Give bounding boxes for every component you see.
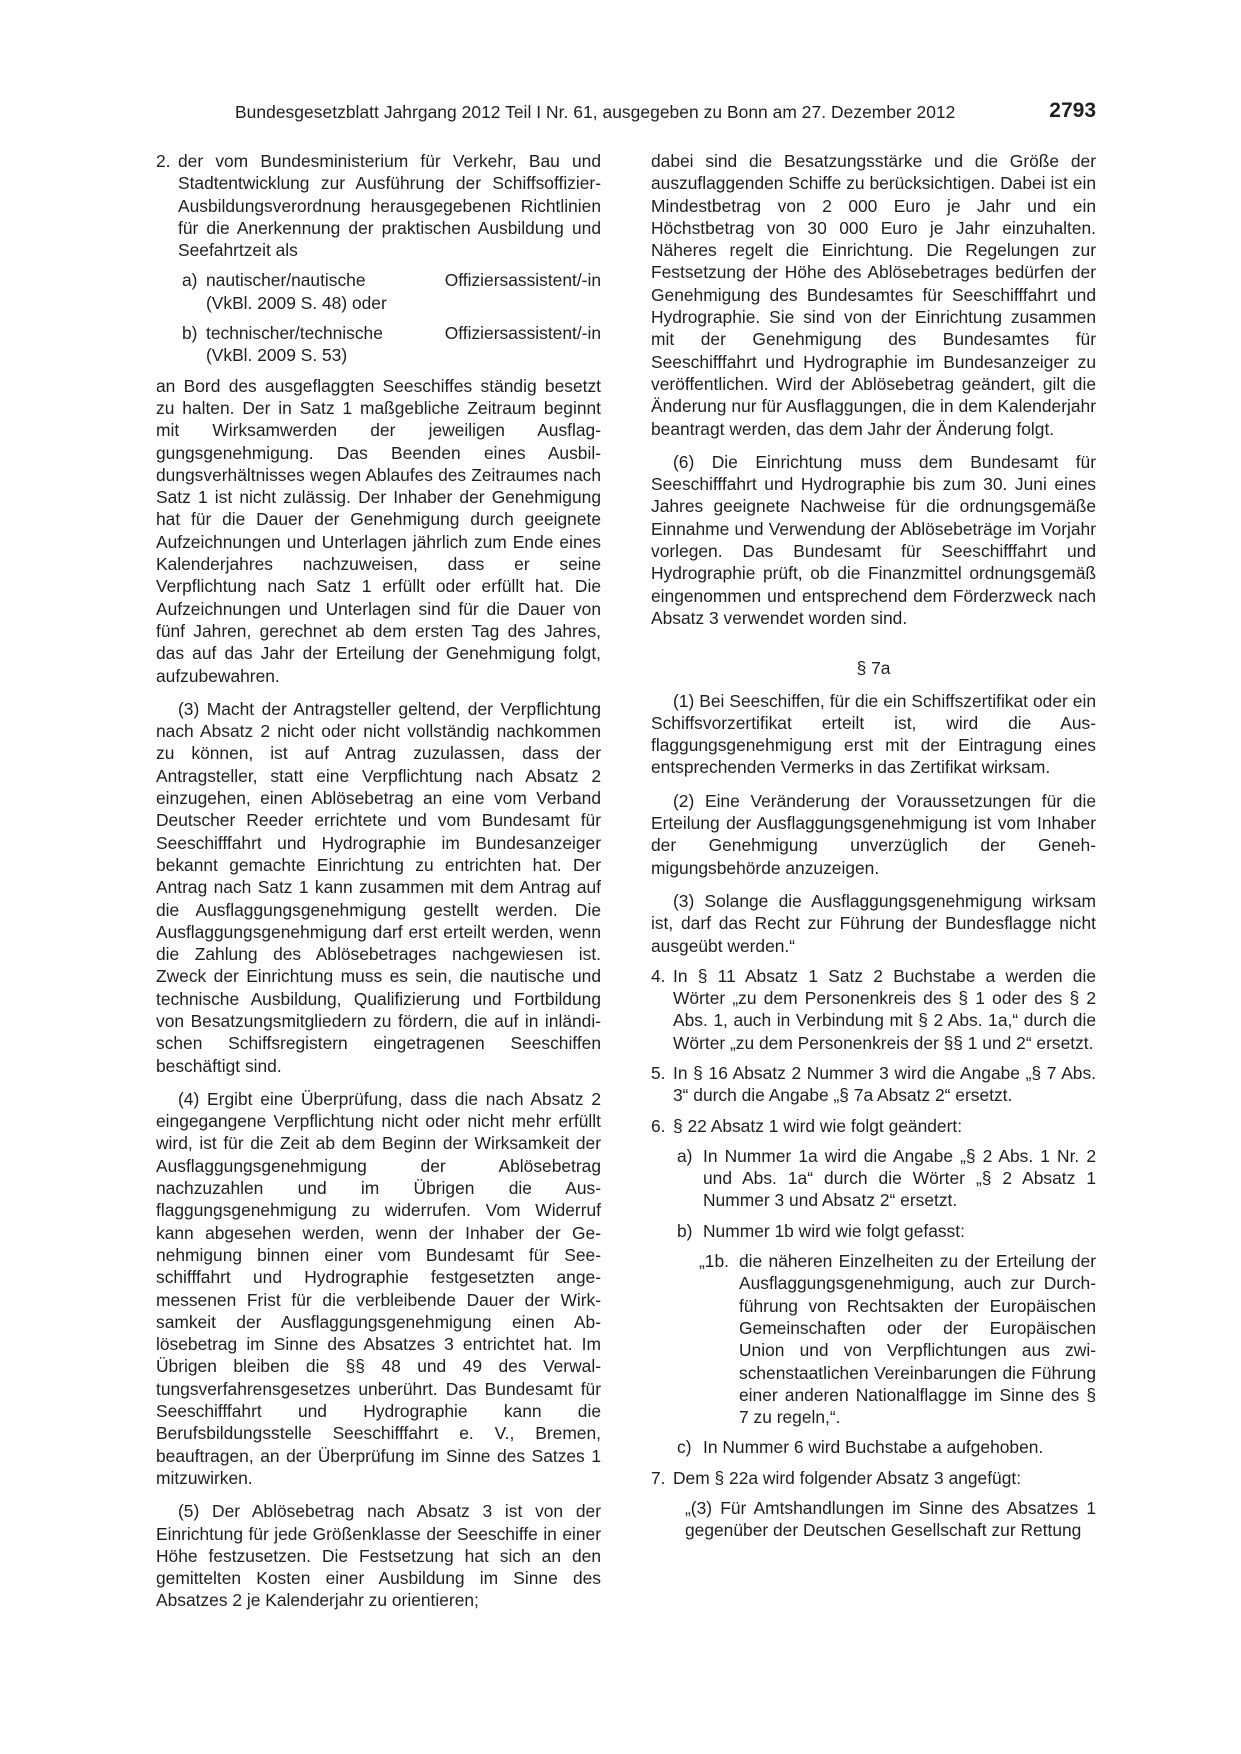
paragraph-6: (6) Die Einrichtung muss dem Bundesamt für Seeschifffahrt und Hydrographie bis zum 30. Juni eines Jahres geeignete Nachweise für die ordnungsgemäße Einnahme und Verwendung der Ablösebeträge im Vorjahr vorlegen. Das Bundesamt für Seeschifffahrt und Hydrographie prüft, ob die Finanzmittel ordnungsgemäß eingenommen und entsprechend dem Förderzweck nach Absatz 3 verwendet worden sind.	[651, 451, 1096, 628]
list-letter: b)	[677, 1220, 693, 1241]
list-text: In Nummer 1a wird die Angabe „§ 2 Abs. 1 Nr. 2 und Abs. 1a“ durch die Wörter „§ 2 Absatz 1 Nummer 3 und Absatz 2“ ersetzt.	[703, 1145, 1096, 1211]
list-text: In § 16 Absatz 2 Nummer 3 wird die Angabe „§ 7 Abs. 3“ durch die Angabe „§ 7a Absatz 2“ ersetzt.	[673, 1062, 1096, 1106]
paragraph-5-continuation: dabei sind die Besatzungsstärke und die Größe der auszuflaggenden Schiffe zu berücksichtigen. Dabei ist ein Mindestbetrag von 2 000 Euro je Jahr und ein Höchstbetrag von 30 000 Euro je Jahr einzuhalten. Näheres regelt die Einrichtung. Die Regelungen zur Festsetzung der Höhe des Ablösebetrages bedürfen der Genehmigung des Bundesamtes für Seeschifffahrt und Hydrographie. Sie sind von der Einrichtung zusammen mit der Genehmigung des Bundesamtes für Seeschifffahrt und Hydrographie im Bundesanzeiger zu veröffentlichen. Wird der Ablösebetrag geändert, gilt die Änderung nur für Ausflaggungen, die in dem Kalenderjahr beantragt werden, das dem Jahr der Änderung folgt.	[651, 151, 1096, 439]
item-a-row	[206, 269, 601, 291]
section-paragraph-1: (1) Bei Seeschiffen, für die ein Schiffszertifikat oder ein Schiffsvorzertifikat erteilt ist, wird die Ausflaggungsgenehmigung erst mit der Eintragung eines entsprechenden Vermerks in das Zertifikat wirksam.	[651, 690, 1096, 778]
list-text: Nummer 1b wird wie folgt gefasst:	[703, 1220, 965, 1241]
list-number: 7.	[651, 1467, 666, 1488]
list-number: 5.	[651, 1062, 666, 1083]
list-item-6b	[651, 1220, 1096, 1242]
list-text: In § 11 Absatz 1 Satz 2 Buchstabe a werden die Wörter „zu dem Personenkreis des § 1 oder des § 2 Abs. 1, auch in Verbindung mit § 2 Abs. 1a,“ durch die Wörter „zu dem Personenkreis der §§ 1 und 2“ ersetzt.	[673, 965, 1096, 1053]
list-text: § 22 Absatz 1 wird wie folgt geändert:	[673, 1115, 963, 1136]
list-number: 6.	[651, 1115, 666, 1136]
section-paragraph-2: (2) Eine Veränderung der Voraussetzungen für die Erteilung der Ausflaggungsgenehmigung ist vom Inhaber der Genehmigung unverzüglich der Genehmigungsbehörde anzuzeigen.	[651, 790, 1096, 878]
paragraph-4: (4) Ergibt eine Überprüfung, dass die nach Absatz 2 eingegangene Verpflichtung nicht oder nicht mehr erfüllt wird, ist für die Zeit ab dem Beginn der Wirksamkeit der Ausflaggungsgenehmigung der Ablösebetrag nachzuzahlen und im Übrigen die Ausflaggungsgenehmigung zu widerrufen. Vom Widerruf kann abgesehen werden, wenn der Inhaber der Genehmigung binnen einer vom Bundesamt für Seeschifffahrt und Hydrographie festgesetzten angemessenen Frist für die verbleibende Dauer der Wirksamkeit der Ausflaggungsgenehmigung einen Ablösebetrag im Sinne des Absatzes 3 entrichtet hat. Im Übrigen bleiben die §§ 48 und 49 des Verwaltungsverfahrensgesetzes unberührt. Das Bundesamt für Seeschifffahrt und Hydrographie kann die Berufsbildungsstelle Seeschifffahrt e. V., Bremen, beauftragen, an der Überprüfung im Sinne des Satzes 1 mitzuwirken.	[156, 1088, 601, 1488]
item-b-text3: (VkBl. 2009 S. 53)	[206, 345, 348, 366]
paragraph-3: (3) Macht der Antragsteller geltend, der Verpflichtung nach Absatz 2 nicht oder nicht vollständig nachkommen zu können, ist auf Antrag zuzulassen, dass der Antragsteller, statt eine Verpflichtung nach Absatz 2 einzugehen, einen Ablösebetrag an eine vom Verband Deutscher Reeder errichtete und vom Bundesamt für Seeschifffahrt und Hydrographie im Bundesanzeiger bekannt gemachte Einrichtung zu entrichten hat. Der Antrag nach Satz 1 kann zusammen mit dem Antrag auf die Ausflaggungsgenehmigung gestellt werden. Die Ausflaggungsgenehmigung darf erst erteilt werden, wenn die Zahlung des Ablösebetrages nachgewiesen ist. Zweck der Einrichtung muss es sein, die nautische und technische Ausbildung, Qualifizierung und Fortbildung von Besatzungsmitgliedern zu fördern, die auf in inländischen Schiffsregistern eingetragenen Seeschiffen beschäftigt sind.	[156, 698, 601, 1076]
list-letter: b)	[182, 323, 198, 344]
list-text: Dem § 22a wird folgender Absatz 3 angefügt:	[673, 1467, 1022, 1488]
quoted-paragraph: „(3) Für Amtshandlungen im Sinne des Absatzes 1 gegenüber der Deutschen Gesellschaft zur Rettung	[685, 1498, 1096, 1541]
list-text: der vom Bundesministerium für Verkehr, Bau und Stadtentwicklung zur Ausführung der Schiffsoffizier-Ausbildungsverordnung herausgegebenen Richtlinien für die Anerkennung der praktischen Ausbildung und Seefahrtzeit als	[178, 151, 601, 261]
list-item-6c	[651, 1436, 1096, 1458]
list-number: „1b.	[699, 1251, 729, 1272]
list-item-1b-quote	[651, 1250, 1096, 1428]
list-letter: a)	[182, 270, 198, 291]
left-column	[156, 150, 601, 1612]
list-item-6	[651, 1115, 1096, 1137]
list-item-4	[651, 965, 1096, 1054]
right-column	[651, 150, 1096, 1542]
list-item-7	[651, 1467, 1096, 1489]
item-a-text3: (VkBl. 2009 S. 48) oder	[206, 292, 387, 313]
item-b-text2: Offiziersassistent/-in	[444, 323, 601, 344]
list-number: 4.	[651, 965, 666, 986]
header-title: Bundesgesetzblatt Jahrgang 2012 Teil I Nr. 61, ausgegeben zu Bonn am 27. Dezember 2012	[235, 102, 956, 122]
item-a-text1: nautischer/nautische	[206, 270, 366, 291]
list-item-2	[156, 150, 601, 261]
section-paragraph-3: (3) Solange die Ausflaggungsgenehmigung wirksam ist, darf das Recht zur Führung der Bundesflagge nicht ausgeübt werden.“	[651, 890, 1096, 956]
list-text: die näheren Einzelheiten zu der Erteilung der Ausflaggungsgenehmigung, auch zur Durchführung von Rechtsakten der Europäischen Gemeinschaften oder der Europäischen Union und von Verpflichtungen aus zwischenstaatlichen Vereinbarungen die Führung einer anderen Nationalflagge im Sinne des § 7 zu regeln,“.	[739, 1251, 1096, 1428]
list-item-a	[156, 269, 601, 314]
paragraph-5: (5) Der Ablösebetrag nach Absatz 3 ist von der Einrichtung für jede Größenklasse der Seeschiffe in einer Höhe festzusetzen. Die Festsetzung hat sich an den gemittelten Kosten einer Ausbildung im Sinne des Absatzes 2 je Kalenderjahr zu orientieren;	[156, 1501, 601, 1611]
list-text: In Nummer 6 wird Buchstabe a aufgehoben.	[703, 1437, 1044, 1458]
item-b-row	[206, 322, 601, 344]
paragraph-continuation: an Bord des ausgeflaggten Seeschiffes ständig besetzt zu halten. Der in Satz 1 maßgebliche Zeitraum beginnt mit Wirksamwerden der jeweiligen Ausflaggungsgenehmigung. Das Beenden eines Ausbildungsverhältnisses wegen Ablaufes des Zeitraumes nach Satz 1 ist nicht zulässig. Der Inhaber der Genehmigung hat für die Dauer der Genehmigung durch geeignete Aufzeichnungen und Unterlagen jährlich zum Ende eines Kalenderjahres nachzuweisen, dass er seine Verpflichtung nach Satz 1 erfüllt oder erfüllt hat. Die Aufzeichnungen und Unterlagen sind für die Dauer von fünf Jahren, gerechnet ab dem ersten Tag des Jahres, das auf das Jahr der Erteilung der Genehmigung folgt, aufzubewahren.	[156, 375, 601, 686]
page-header	[235, 100, 1096, 130]
item-a-text2: Offiziersassistent/-in	[444, 270, 601, 291]
list-item-6a	[651, 1145, 1096, 1212]
section-heading: § 7a	[856, 658, 891, 679]
list-letter: a)	[677, 1145, 693, 1166]
list-number: 2.	[156, 151, 171, 171]
list-item-5	[651, 1062, 1096, 1107]
list-item-b	[156, 322, 601, 367]
page-number: 2793	[1049, 99, 1096, 122]
list-letter: c)	[677, 1437, 692, 1458]
item-b-text1: technischer/technische	[206, 323, 383, 344]
